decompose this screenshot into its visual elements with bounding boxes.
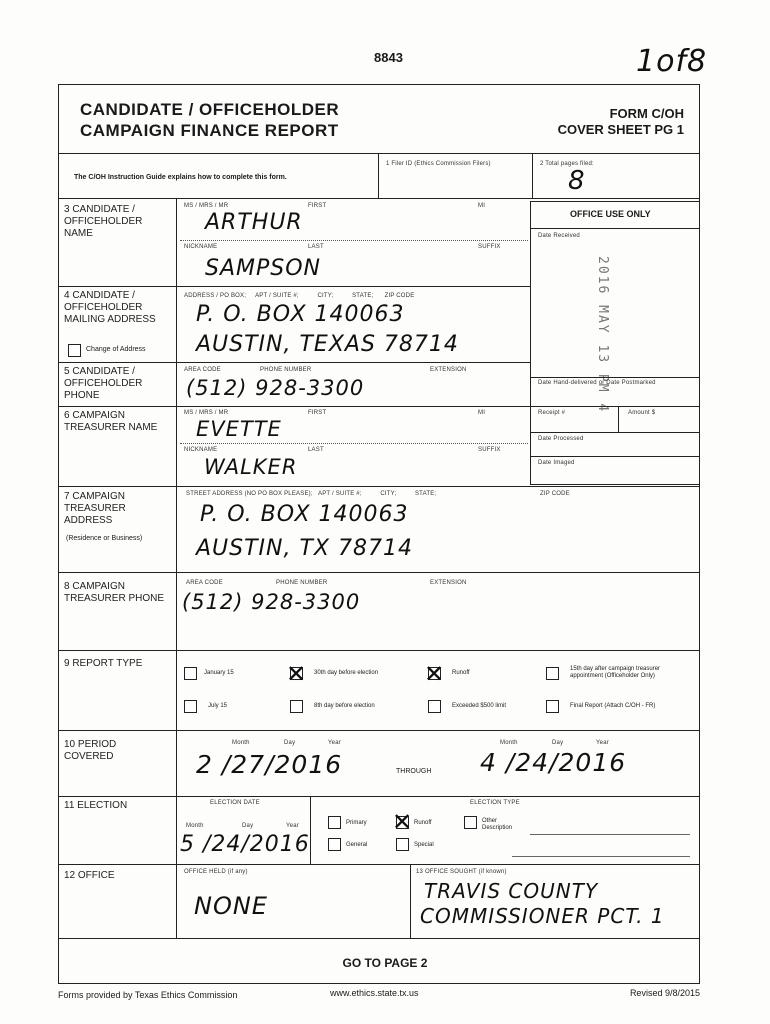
title-line-1: CANDIDATE / OFFICEHOLDER xyxy=(80,100,340,119)
s6-first-label: FIRST xyxy=(308,410,327,416)
report-type-july-label: July 15 xyxy=(208,703,228,709)
s6-suffix-label: SUFFIX xyxy=(478,447,501,453)
election-primary-label: Primary xyxy=(346,820,367,826)
total-pages-value: 8 xyxy=(568,166,586,196)
period-through-label: THROUGH xyxy=(396,768,432,775)
report-type-exceeded-label: Exceeded $500 limit xyxy=(452,703,507,709)
section-7-label: 7 CAMPAIGN TREASURER ADDRESS xyxy=(64,491,126,526)
report-type-runoff-label: Runoff xyxy=(452,670,470,676)
office-sought-line-1: TRAVIS COUNTY xyxy=(424,879,599,903)
section-5-label: 5 CANDIDATE / OFFICEHOLDER PHONE xyxy=(64,366,143,401)
candidate-phone: (512) 928-3300 xyxy=(186,376,365,400)
go-to-page-2: GO TO PAGE 2 xyxy=(342,956,428,970)
section-4-label: 4 CANDIDATE / OFFICEHOLDER MAILING ADDRESS xyxy=(64,290,156,325)
s3-nickname-label: NICKNAME xyxy=(184,244,218,250)
s3-suffix-label: SUFFIX xyxy=(478,244,501,250)
s3-ms-label: MS / MRS / MR xyxy=(184,203,229,209)
office-held-label: OFFICE HELD (if any) xyxy=(184,869,248,875)
report-type-january-label: January 15 xyxy=(204,670,234,676)
election-general-label: General xyxy=(346,842,368,848)
page-annotation: 1of8 xyxy=(636,44,708,79)
period-to-date: 4 /24/2016 xyxy=(480,748,627,777)
report-type-15th-checkbox[interactable] xyxy=(546,667,559,680)
candidate-address-line-2: AUSTIN, TEXAS 78714 xyxy=(196,332,459,357)
date-imaged-label: Date Imaged xyxy=(538,460,575,466)
election-runoff-label: Runoff xyxy=(414,820,432,826)
election-general-checkbox[interactable] xyxy=(328,838,341,851)
section-8-label: 8 CAMPAIGN TREASURER PHONE xyxy=(64,581,165,604)
report-type-exceeded-checkbox[interactable] xyxy=(428,700,441,713)
footer-left: Forms provided by Texas Ethics Commission xyxy=(58,990,238,1000)
s11-year-label: Year xyxy=(286,823,299,829)
office-use-title: OFFICE USE ONLY xyxy=(570,209,651,219)
s5-area-label: AREA CODE xyxy=(184,367,221,373)
treasurer-last-name: WALKER xyxy=(204,455,298,479)
treasurer-phone: (512) 928-3300 xyxy=(182,590,361,614)
office-sought-label: 13 OFFICE SOUGHT (if known) xyxy=(416,869,507,875)
office-sought-line-2: COMMISSIONER PCT. 1 xyxy=(420,904,665,928)
s4-fields-label: ADDRESS / PO BOX; APT / SUITE #; CITY; STATE; ZIP CODE xyxy=(184,293,415,299)
receipt-label: Receipt # xyxy=(538,410,566,416)
report-type-8th-label: 8th day before election xyxy=(314,703,375,709)
s7-zip-label: ZIP CODE xyxy=(540,491,570,497)
report-type-runoff-check-mark: ✕ xyxy=(424,660,445,688)
office-held-value: NONE xyxy=(194,892,268,920)
form-name: FORM C/OH xyxy=(609,106,684,121)
section-3-label: 3 CANDIDATE / OFFICEHOLDER NAME xyxy=(64,204,143,239)
amount-label: Amount $ xyxy=(628,410,656,416)
election-special-checkbox[interactable] xyxy=(396,838,409,851)
section-10-label: 10 PERIOD COVERED xyxy=(64,739,117,762)
treasurer-address-line-2: AUSTIN, TX 78714 xyxy=(196,536,413,561)
s10-to-day-label: Day xyxy=(552,740,564,746)
s8-area-label: AREA CODE xyxy=(186,580,223,586)
s3-last-label: LAST xyxy=(308,244,324,250)
change-of-address-checkbox[interactable] xyxy=(68,344,81,357)
total-pages-label: 2 Total pages filed: xyxy=(540,161,594,167)
s5-ext-label: EXTENSION xyxy=(430,367,467,373)
cover-sheet-label: COVER SHEET PG 1 xyxy=(557,122,684,137)
election-other-checkbox[interactable] xyxy=(464,816,477,829)
footer-right: Revised 9/8/2015 xyxy=(629,988,700,998)
s10-day-label: Day xyxy=(284,740,296,746)
election-runoff-check-mark: ✕ xyxy=(392,808,413,836)
form-id xyxy=(558,106,684,138)
s8-phone-label: PHONE NUMBER xyxy=(276,580,328,586)
date-processed-label: Date Processed xyxy=(538,436,584,442)
s6-last-label: LAST xyxy=(308,447,324,453)
election-type-label: ELECTION TYPE xyxy=(470,800,520,806)
election-date-value: 5 /24/2016 xyxy=(180,832,310,857)
report-type-15th-label: 15th day after campaign treasurer appointment (Officeholder Only) xyxy=(570,666,661,679)
treasurer-first-name: EVETTE xyxy=(196,417,282,441)
section-12-label: 12 OFFICE xyxy=(64,870,115,881)
treasurer-address-line-1: P. O. BOX 140063 xyxy=(200,502,409,527)
filer-id-label: 1 Filer ID (Ethics Commission Filers) xyxy=(386,161,491,167)
election-primary-checkbox[interactable] xyxy=(328,816,341,829)
s11-month-label: Month xyxy=(186,823,204,829)
report-type-8th-checkbox[interactable] xyxy=(290,700,303,713)
s11-day-label: Day xyxy=(242,823,254,829)
s10-month-label: Month xyxy=(232,740,250,746)
section-11-label: 11 ELECTION xyxy=(64,800,128,811)
s10-to-month-label: Month xyxy=(500,740,518,746)
report-type-january-checkbox[interactable] xyxy=(184,667,197,680)
form-title xyxy=(80,99,339,141)
footer-center: www.ethics.state.tx.us xyxy=(330,988,419,998)
report-type-30th-label: 30th day before election xyxy=(314,670,379,676)
s6-nickname-label: NICKNAME xyxy=(184,447,218,453)
s3-first-label: FIRST xyxy=(308,203,327,209)
date-hand-label: Date Hand-delivered or Date Postmarked xyxy=(538,380,656,386)
election-other-label: Other Description xyxy=(482,818,513,831)
title-line-2: CAMPAIGN FINANCE REPORT xyxy=(80,121,339,140)
section-7-sub: (Residence or Business) xyxy=(66,535,143,542)
candidate-first-name: ARTHUR xyxy=(205,210,303,235)
s3-mi-label: MI xyxy=(478,203,486,209)
candidate-last-name: SAMPSON xyxy=(205,256,322,281)
received-stamp: 2016 MAY 13 PM 4 xyxy=(595,256,610,414)
change-of-address-label: Change of Address xyxy=(86,346,146,353)
office-use-box xyxy=(530,201,700,485)
section-6-label: 6 CAMPAIGN TREASURER NAME xyxy=(64,410,158,433)
report-type-30th-check-mark: ✕ xyxy=(286,660,307,688)
page-number: 8843 xyxy=(374,50,403,65)
report-type-final-label: Final Report (Attach C/OH - FR) xyxy=(570,703,656,709)
s10-to-year-label: Year xyxy=(596,740,609,746)
report-type-final-checkbox[interactable] xyxy=(546,700,559,713)
s6-ms-label: MS / MRS / MR xyxy=(184,410,229,416)
section-9-label: 9 REPORT TYPE xyxy=(64,658,143,669)
period-from-date: 2 /27/2016 xyxy=(196,750,343,779)
s8-ext-label: EXTENSION xyxy=(430,580,467,586)
candidate-address-line-1: P. O. BOX 140063 xyxy=(196,302,405,327)
election-date-label: ELECTION DATE xyxy=(210,800,260,806)
s5-phone-label: PHONE NUMBER xyxy=(260,367,312,373)
s10-year-label: Year xyxy=(328,740,341,746)
date-received-label: Date Received xyxy=(538,233,580,239)
report-type-july-checkbox[interactable] xyxy=(184,700,197,713)
s6-mi-label: MI xyxy=(478,410,486,416)
s7-fields-label: STREET ADDRESS (NO PO BOX PLEASE); APT / SUITE #; CITY; STATE; xyxy=(186,491,437,497)
instruction-text: The C/OH Instruction Guide explains how to complete this form. xyxy=(74,174,287,181)
election-special-label: Special xyxy=(414,842,434,848)
